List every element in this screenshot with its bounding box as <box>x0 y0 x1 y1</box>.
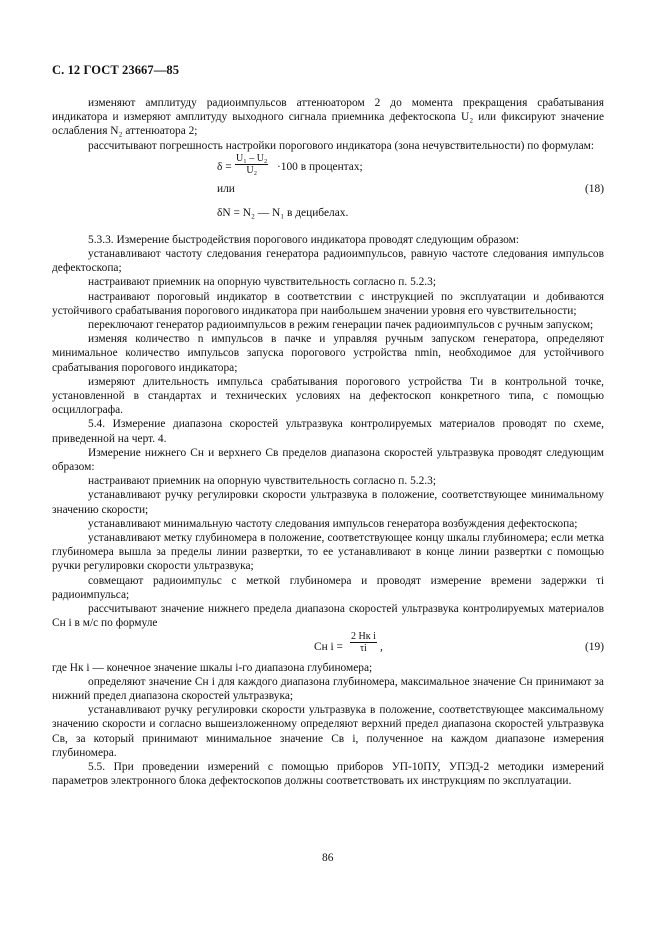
formula-delta-db <box>52 201 604 225</box>
paragraph: устанавливают минимальную частоту следования импульсов генератора возбуждения дефектоскопа; <box>88 517 578 530</box>
paragraph: настраивают приемник на опорную чувствительность согласно п. 5.2.3; <box>88 276 437 289</box>
paragraph: совмещают радиоимпульс с меткой глубиномера и проводят измерение времени задержки τi радиоимпульса; <box>52 574 604 601</box>
formula-lhs: δ = <box>217 160 232 173</box>
formula-comma: , <box>380 640 383 653</box>
or-label: или <box>217 182 235 195</box>
paragraph: где Hк i — конечное значение шкалы i-го диапазона глубиномера; <box>52 661 373 674</box>
paragraph: устанавливают ручку регулировки скорости ультразвука в положение, соответствующее максимальному значению скорости и согласно вышеизложенному определяют верхний предел диапазона скоростей ультразвука Cв, за который принимают минимальное значение Cв i, полученное на каждом диапазоне измерения глубиномера. <box>52 704 604 759</box>
fraction-numerator: 2 Hк i <box>351 630 376 642</box>
paragraph: устанавливают ручку регулировки скорости ультразвука в положение, соответствующее минимальному значению скорости; <box>52 489 604 516</box>
page-number: 86 <box>322 852 334 864</box>
page-header: С. 12 ГОСТ 23667—85 <box>52 63 180 77</box>
paragraph: переключают генератор радиоимпульсов в режим генерации пачек радиоимпульсов с ручным запуском; <box>88 319 594 332</box>
fraction-numerator: U₁ – U₂ <box>236 152 268 164</box>
paragraph: измеряют длительность импульса срабатывания порогового устройства Tи в контрольной точке, установленной в стандартах и технических условиях на дефектоскоп конкретного типа, с помощью осциллографа. <box>52 375 604 417</box>
paragraph: настраивают приемник на опорную чувствительность согласно п. 5.2.3; <box>88 475 437 488</box>
paragraph: рассчитывают погрешность настройки порогового индикатора (зона нечувствительности) по формулам: <box>88 139 595 152</box>
fraction-denominator: U₂ <box>246 164 258 176</box>
paragraph: настраивают пороговый индикатор в соответствии с инструкцией по эксплуатации и добиваются устойчивого срабатывания порогового индикатора при наибольшем значении уровня его чувствительности; <box>52 290 604 317</box>
formula-cn <box>52 631 604 661</box>
document-body <box>52 96 604 788</box>
paragraph: Измерение нижнего Cн и верхнего Cв пределов диапазона скоростей ультразвука проводят следующим образом: <box>52 446 604 474</box>
formula-delta-percent <box>52 153 604 179</box>
formula-lhs: Cн i = <box>314 640 343 653</box>
paragraph: рассчитывают значение нижнего предела диапазона скоростей ультразвука контролируемых материалов Cн i в м/с по формуле <box>52 603 604 630</box>
paragraph: изменяя количество n импульсов в пачке и управляя ручным запуском генератора, определяют минимальное количество импульсов запуска порогового устройства nmin, необходимое для устойчивого срабатывания порогового индикатора; <box>52 333 604 374</box>
paragraph: 5.5. При проведении измерений с помощью приборов УП-10ПУ, УПЭД-2 методики измерений параметров электронного блока дефектоскопов должны соответствовать их инструкциям по эксплуатации. <box>52 760 604 788</box>
formula-rest: ·100 в процентах; <box>277 160 363 173</box>
fraction-denominator: τi <box>360 642 367 654</box>
paragraph: изменяют амплитуду радиоимпульсов аттенюатором 2 до момента прекращения срабатывания индикатора и измеряют амплитуду выходного сигнала приемника дефектоскопа U₂ или фиксируют значение ослабления N₂ аттенюатора 2; <box>52 97 604 138</box>
equation-number: (19) <box>585 640 604 653</box>
paragraph: устанавливают частоту следования генератора радиоимпульсов, равную частоте следования импульсов дефектоскопа; <box>52 248 604 275</box>
paragraph: устанавливают метку глубиномера в положение, соответствующее концу шкалы глубиномера; если метка глубиномера вышла за пределы линии развертки, то ее устанавливают в конце линии развертки с помощью ручки регулировки скорости ультразвука; <box>52 532 604 573</box>
formula-fraction <box>350 631 377 654</box>
formula-or-line <box>52 179 604 201</box>
formula-fraction <box>235 153 268 176</box>
paragraph: определяют значение Cн i для каждого диапазона глубиномера, максимальное значение Cн принимают за нижний предел диапазона скоростей ультразвука; <box>52 675 604 702</box>
paragraph: 5.3.3. Измерение быстродействия порогового индикатора проводят следующим образом: <box>88 233 520 246</box>
paragraph: 5.4. Измерение диапазона скоростей ультразвука контролируемых материалов проводят по схеме, приведенной на черт. 4. <box>52 418 604 445</box>
formula-text: δN = N₂ — N₁ в децибелах. <box>217 206 349 219</box>
equation-number: (18) <box>585 182 604 195</box>
